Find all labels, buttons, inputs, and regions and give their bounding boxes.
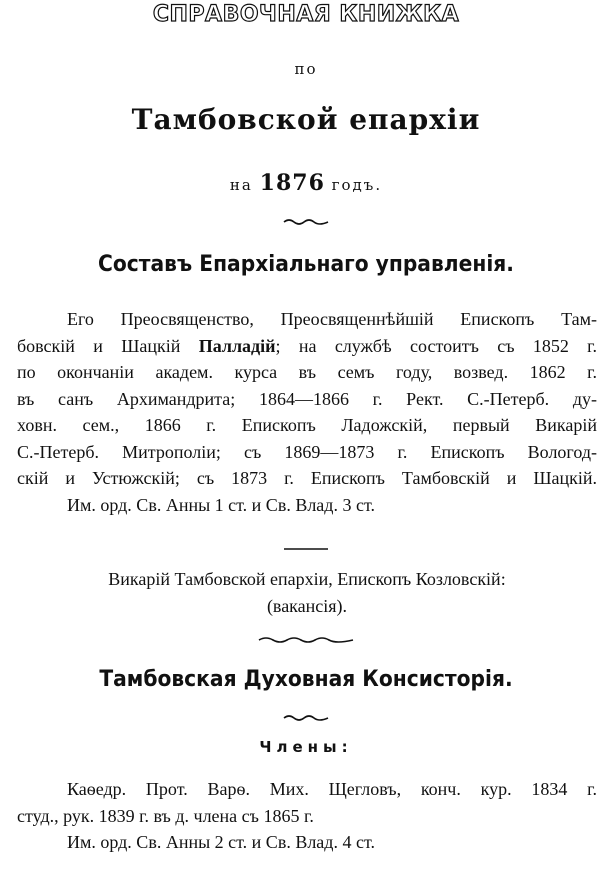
bishop-paragraph <box>17 306 597 518</box>
year-number: 1876 <box>259 170 325 196</box>
section-heading-administration: Составъ Епархіальнаго управленія. <box>98 252 514 277</box>
text-line: Им. орд. Св. Анны 2 ст. и Св. Влад. 4 ст. <box>67 832 375 852</box>
title-preposition: по <box>294 60 318 78</box>
text-line: (вакансія). <box>266 595 348 616</box>
text-line: Каѳедр. Прот. Варѳ. Мих. Щегловъ, конч. кур. 1834 г. <box>67 779 597 799</box>
text-line: С.-Петерб. Митрополіи; съ 1869—1873 г. Епископъ Вологод- <box>17 441 597 462</box>
ornament-divider-4 <box>283 714 329 722</box>
section-heading-consistory: Тамбовская Духовная Консисторія. <box>99 667 513 692</box>
text-line: студ., рук. 1839 г. въ д. члена съ 1865 г. <box>17 805 314 826</box>
year-line <box>0 170 612 196</box>
text-line: въ санъ Архимандрита; 1864—1866 г. Рект. С.-Петерб. ду- <box>17 388 597 409</box>
text-line: Его Преосвященство, Преосвященнѣйшій Епископъ Там- <box>67 309 597 329</box>
text-line: ховн. сем., 1866 г. Епископъ Ладожскій, первый Викарій <box>17 415 597 435</box>
members-label: Члены: <box>259 738 353 756</box>
bishop-name: Палладій <box>198 335 276 356</box>
text-line: бовскій и Шацкій Палладій; на службѣ состоитъ съ 1852 г. <box>17 335 598 356</box>
text-line: скій и Устюжскій; съ 1873 г. Епископъ Тамбовскій и Шацкій. <box>17 468 597 488</box>
ornament-divider-1 <box>283 218 329 226</box>
diocese-title: Тамбовской епархіи <box>131 103 481 136</box>
ornament-divider-3 <box>258 636 354 644</box>
text-line: по окончаніи академ. курса въ семъ году, возвед. 1862 г. <box>17 362 597 382</box>
members-paragraph <box>17 776 597 856</box>
text-line: Им. орд. Св. Анны 1 ст. и Св. Влад. 3 ст. <box>67 494 375 515</box>
year-suffix: годъ. <box>331 176 383 194</box>
text-line: Викарій Тамбовской епархіи, Епископъ Козловскій: <box>108 569 506 589</box>
ornament-divider-2 <box>283 545 329 553</box>
book-title: СПРАВОЧНАЯ КНИЖКА <box>152 2 460 27</box>
vicar-paragraph <box>17 566 597 619</box>
year-prefix: на <box>229 176 253 194</box>
